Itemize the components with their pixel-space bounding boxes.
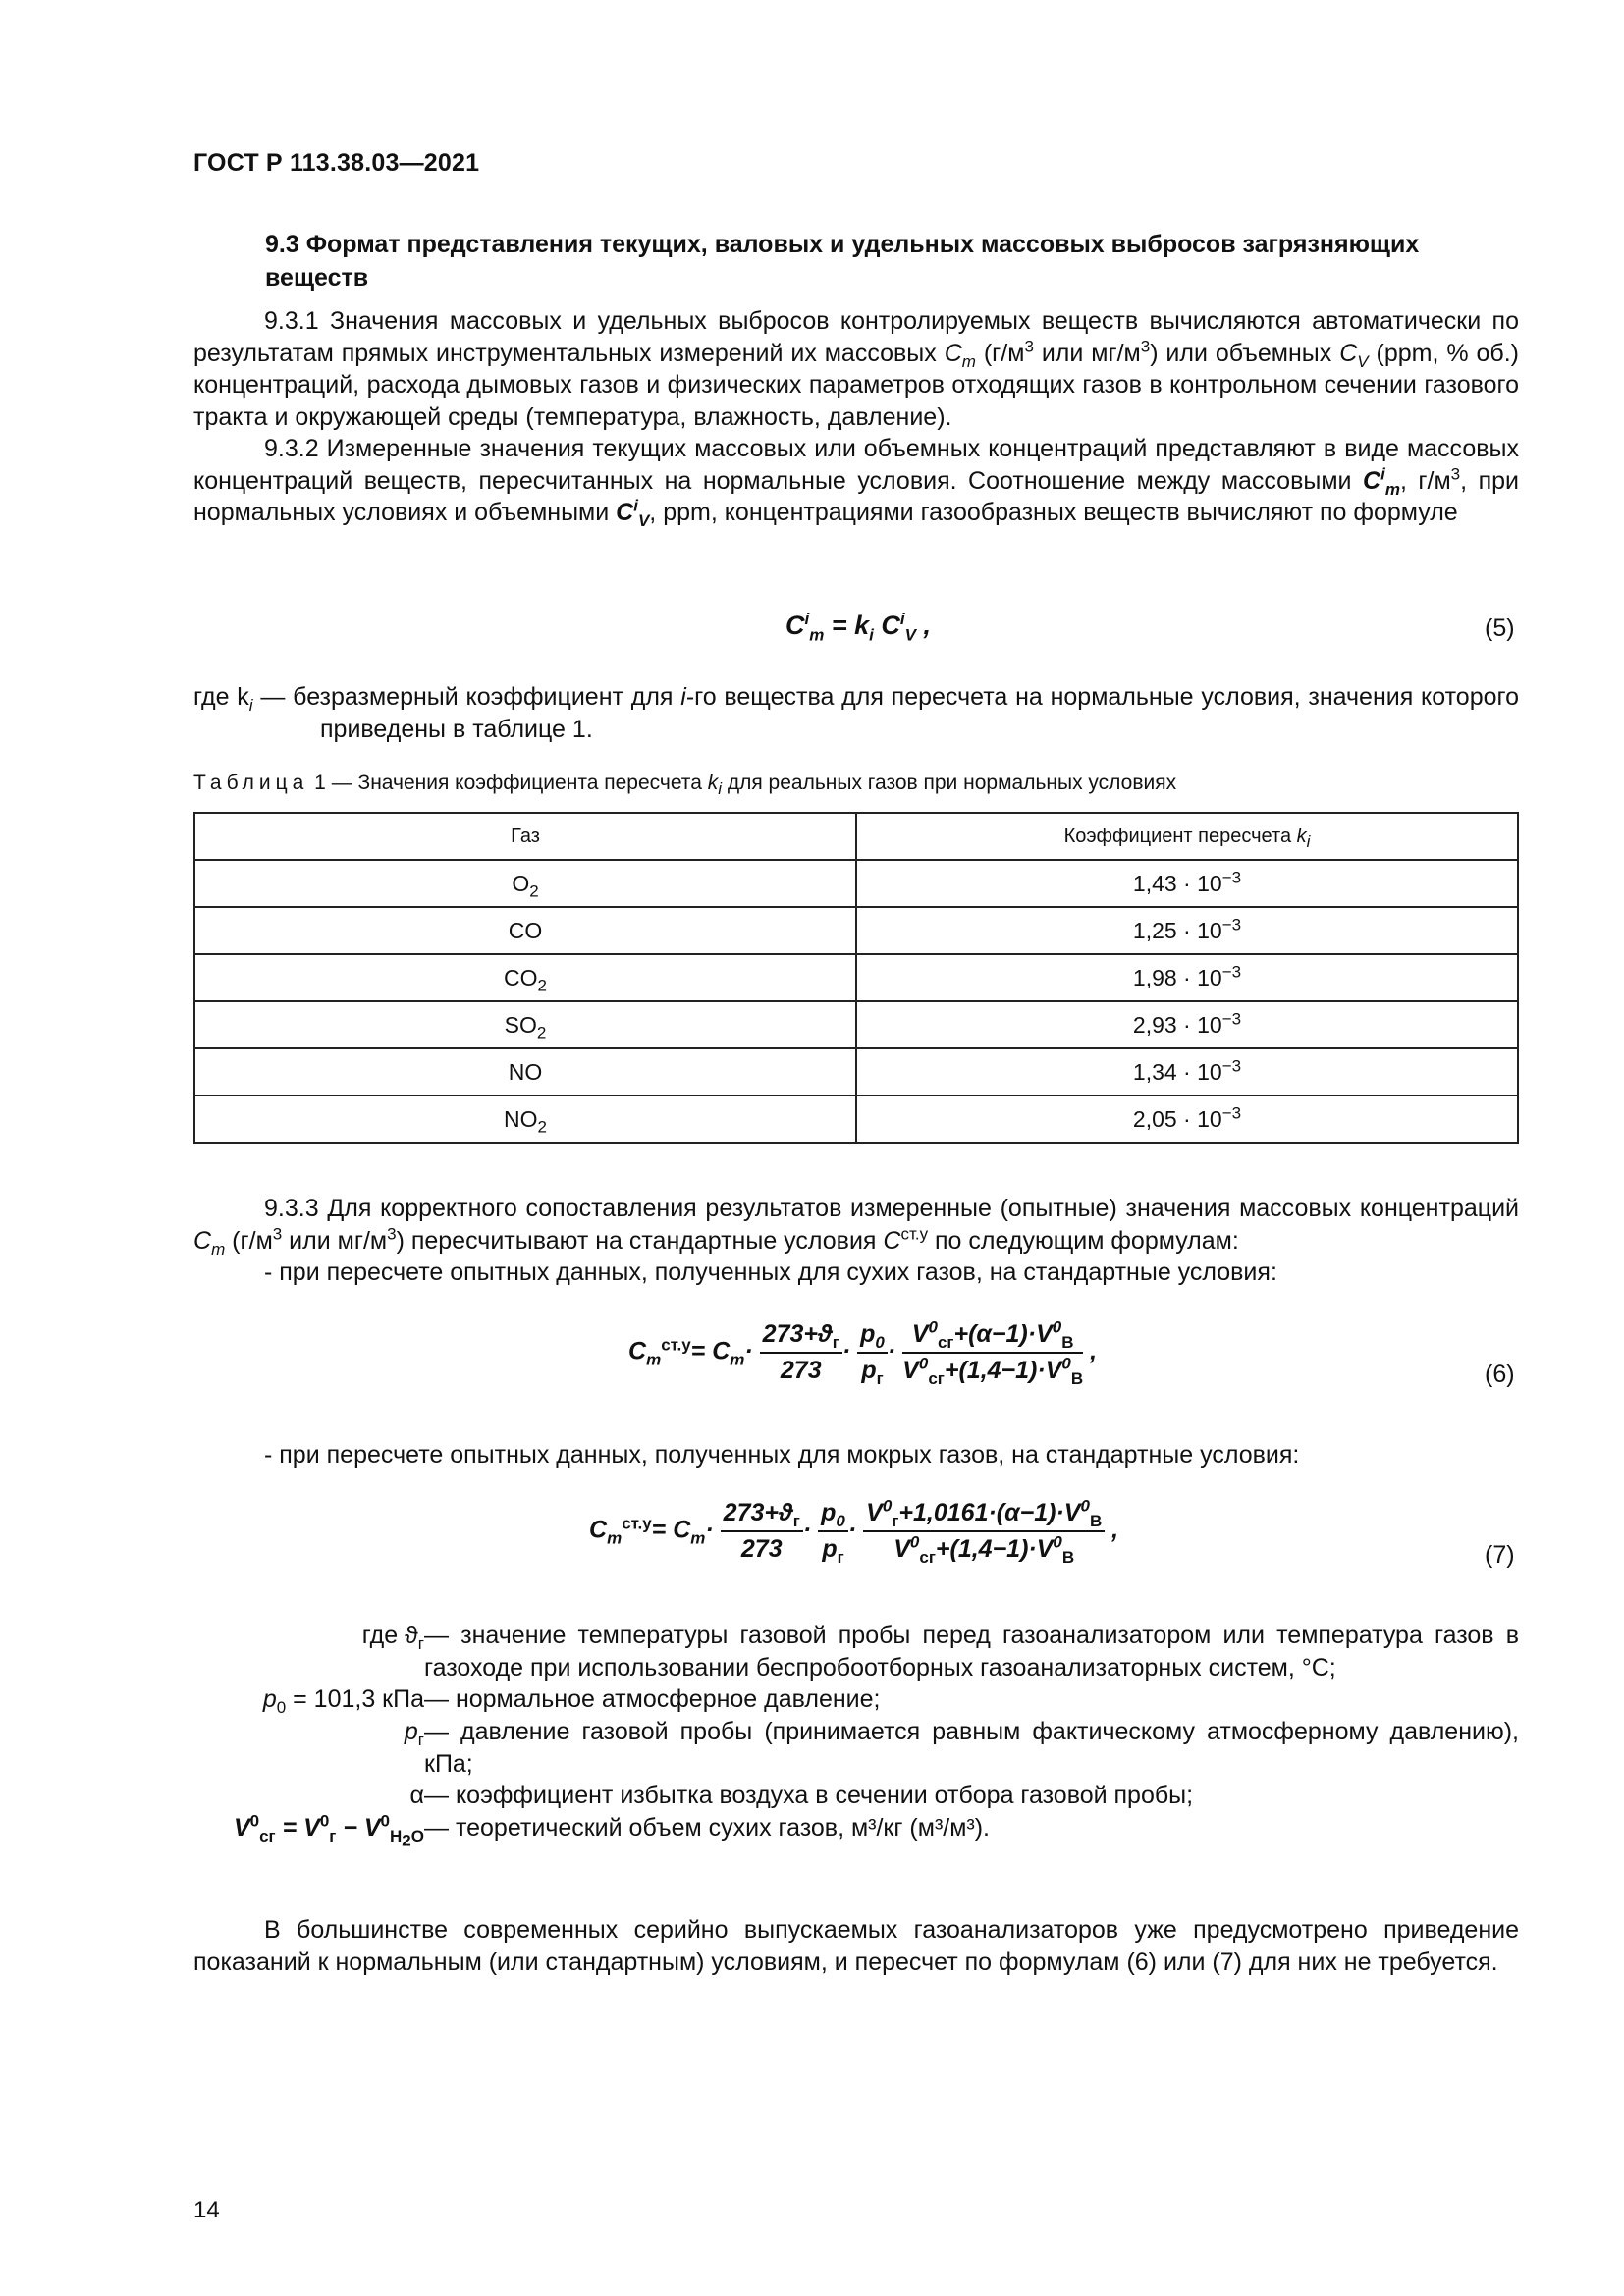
column-header-gas: Газ — [194, 813, 856, 860]
paragraph-9-3-2: 9.3.2 Измеренные значения текущих массовых или объемных концентраций представляют в виде массовых концентраций веществ, пересчитанных на нормальные условия. Соотношение между массовыми $C^i_m$, $г/м^3$, при нормальных условиях и объемными $C^i_V$, ppm, концентрациями газообразных веществ вычисляют по формуле — [193, 435, 1519, 530]
column-header-coefficient: Коэффициент пересчета $k_i$ — [856, 813, 1518, 860]
final-paragraph: В большинстве современных серийно выпускаемых газоанализаторов уже предусмотрено приведение показаний к нормальным (или стандартным) условиям, и пересчет по формулам (6) или (7) для них не требуется. — [193, 1916, 1519, 1976]
table-row: $CO_2$ $1,98 \cdot 10^{-3}$ — [194, 954, 1518, 1001]
wet-gas-note: - при пересчете опытных данных, полученных для мокрых газов, на стандартные условия: — [264, 1441, 1300, 1468]
formula-6: $C_m^{ст.у}= C_m\cdot$ $\frac{273+ϑ_г}{273}$ · $\frac{p_0}{p_г}$ · $\frac{V^0_{сг}+(\alpha-1)\cdot V^0_В}{V^0_{сг}+(1,4-1)\cdot V^0_В}$ , — [628, 1317, 1098, 1388]
formula-7: $C_m^{ст.у}= C_m\cdot$ $\frac{273+ϑ_г}{273}$ · $\frac{p_0}{p_г}$ · $\frac{V^0_г+1,0161\cdot(\alpha-1)\cdot V^0_В}{V^0_{сг}+(1,4-1)\cdot V^0_В}$ , — [589, 1496, 1119, 1567]
dry-gas-note: - при пересчете опытных данных, полученных для сухих газов, на стандартные условия: — [264, 1258, 1277, 1286]
table-row: $NO_2$ $2,05 \cdot 10^{-3}$ — [194, 1095, 1518, 1143]
table-1-caption: Таблица 1 — Значения коэффициента пересчета $k_i$ для реальных газов при нормальных условиях — [193, 772, 1177, 799]
table-row: $SO_2$ $2,93 \cdot 10^{-3}$ — [194, 1001, 1518, 1048]
formula-5-number: (5) — [1485, 614, 1515, 642]
where-k-definition: где $k_i$ — безразмерный коэффициент для i-го вещества для пересчета на нормальные условия, значения которого приведены в таблице 1. — [193, 683, 1519, 743]
paragraph-9-3-1: 9.3.1 Значения массовых и удельных выбросов контролируемых веществ вычисляются автоматически по результатам прямых инструментальных измерений их массовых $C_m$ ($г/м^3$ или $мг/м^3$) или объемных $C_V$ (ppm, % об.) концентраций, расхода дымовых газов и физических параметров отходящих газов в контрольном сечении газового тракта и окружающей среды (температура, влажность, давление). 9.3.2 Измеренные значения текущих массовых или объемных концентраций представляют в виде массовых концентраций веществ, пересчитанных на нормальные условия. Соотношение между массовыми $C^i_m$, $г/м^3$, при нормальных условиях и объемными $C^i_V$, ppm, концентрациями газообразных веществ вычисляют по формуле — [193, 307, 1519, 530]
page-number: 14 — [193, 2197, 220, 2223]
table-1 — [193, 812, 1519, 1144]
section-heading: 9.3 Формат представления текущих, валовых и удельных массовых выбросов загрязняющих веществ — [265, 231, 1420, 292]
formula-6-number: (6) — [1485, 1361, 1515, 1388]
table-row: $O_2$ $1,43 \cdot 10^{-3}$ — [194, 860, 1518, 907]
formula-5: $C^i_m = k_i$ $C^i_V$ , — [785, 610, 931, 645]
table-row: NO $1,34 \cdot 10^{-3}$ — [194, 1048, 1518, 1095]
formula-7-number: (7) — [1485, 1541, 1515, 1569]
table-row: CO $1,25 \cdot 10^{-3}$ — [194, 907, 1518, 954]
document-code-header: ГОСТ Р 113.38.03—2021 — [193, 149, 480, 177]
paragraph-9-3-3: 9.3.3 Для корректного сопоставления результатов измеренные (опытные) значения массовых концентраций $C_m$ ($г/м^3$ или $мг/м^3$) пересчитывают на стандартные условия $C^{ст.у}$ по следующим формулам: - при пересчете опытных данных, полученных для сухих газов, на стандартные условия: — [193, 1193, 1519, 1289]
formula-legend: где $ϑ_г$ — значение температуры газовой пробы перед газоанализатором или температура газов в газоходе при использовании беспробоотборных газоанализаторных систем, °С; $p_0 = 101,3$ кПа — нормальное атмосферное давление; $p_г$ — давление газовой пробы (принимается равным фактическому атмосферному давлению), кПа; α — коэффициент избытка воздуха в сечении отбора газовой пробы; $V^0_{сг} = V^0_г - V^0_{H_2O}$ — теоретический объем сухих газов, м³/кг (м³/м³). — [233, 1622, 1519, 1850]
